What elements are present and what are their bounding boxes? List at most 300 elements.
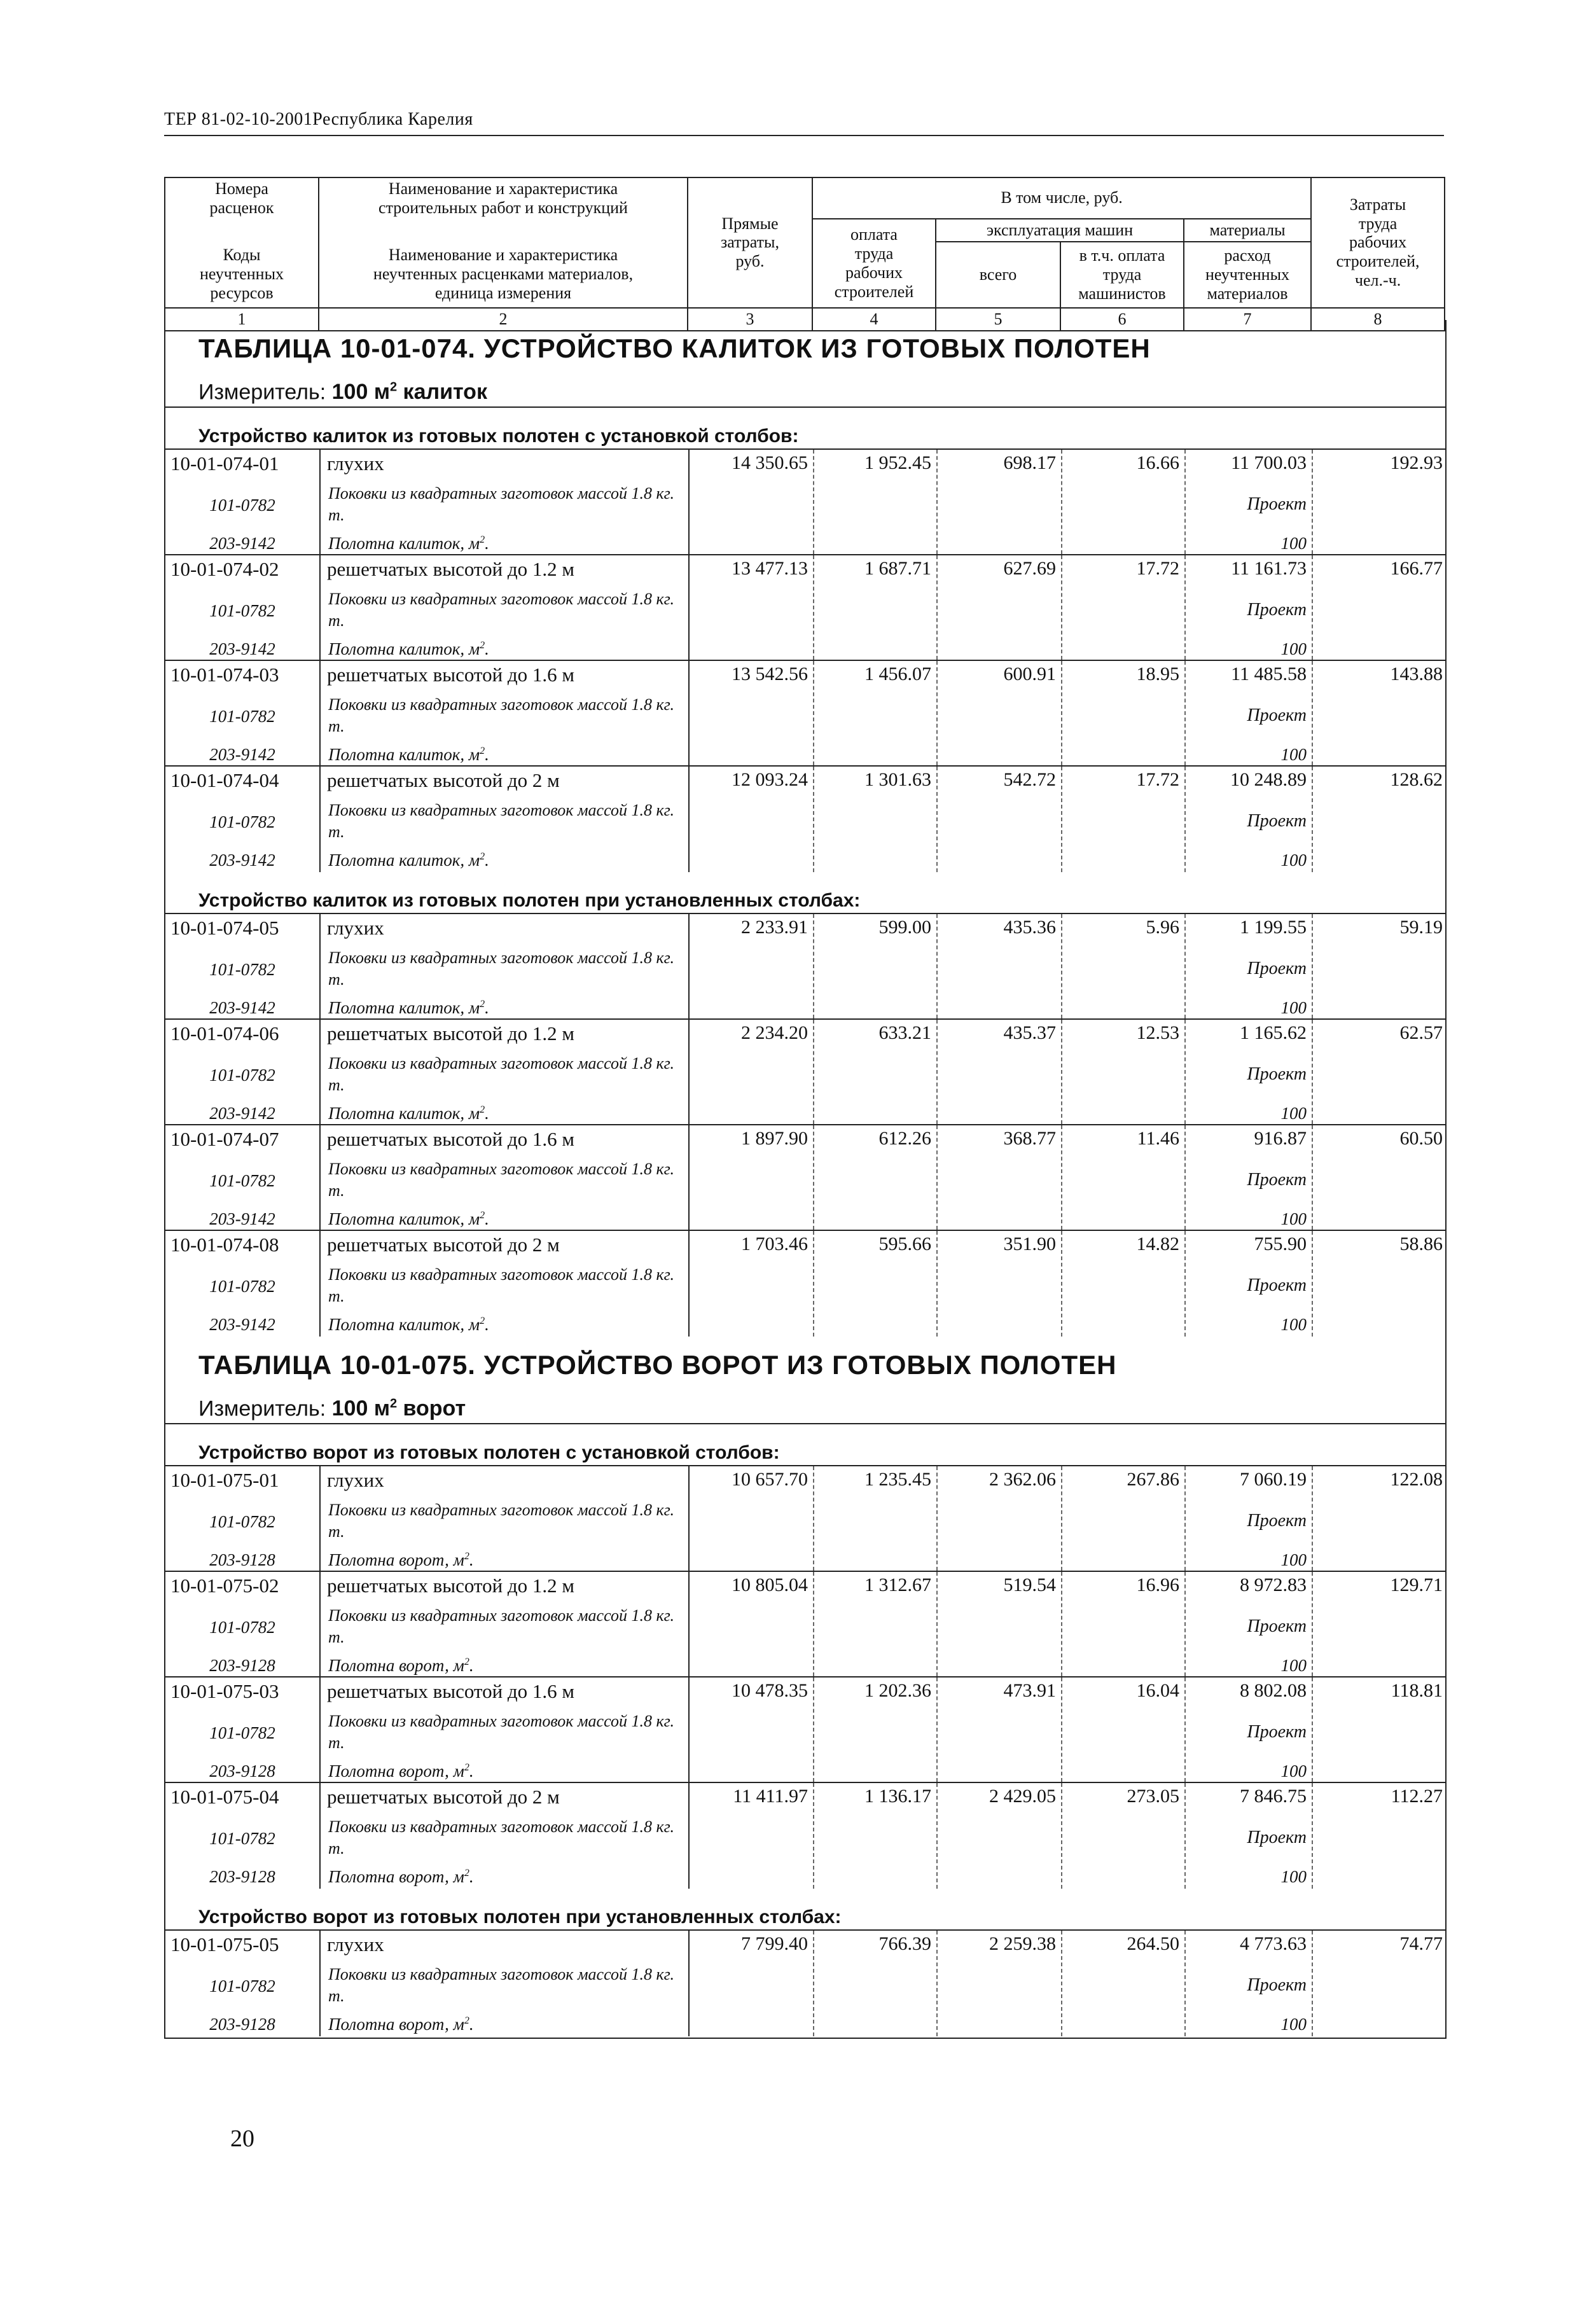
resource-quantity: 100: [1280, 1315, 1307, 1334]
resource-code: 101-0782: [209, 1976, 275, 1996]
rate-name-cell: [321, 1125, 690, 1230]
rate-code-cell: [165, 1466, 321, 1571]
machinist-wages-cell: [1062, 1231, 1186, 1337]
work-name: решетчатых высотой до 1.2 м: [327, 558, 575, 580]
hdr-work-name: Наименование и характеристика строительных работ и конструкций: [319, 177, 688, 219]
machinist-wages: 17.72: [1136, 769, 1179, 790]
resource-quantity: 100: [1280, 534, 1307, 553]
direct-costs: 13 542.56: [732, 663, 808, 684]
rate-name-cell: [321, 1231, 690, 1337]
material-costs: 1 199.55: [1240, 917, 1307, 938]
resource-name: Поковки из квадратных заготовок массой 1.8 кг. т.: [328, 590, 674, 630]
resource-name: Полотна калиток, $м^2$.: [328, 1209, 489, 1228]
machinist-wages: 16.96: [1136, 1574, 1179, 1595]
resource-name: Полотна калиток, $м^2$.: [328, 1104, 489, 1123]
material-costs-cell: [1186, 1466, 1313, 1571]
labor-hours-cell: [1313, 555, 1448, 660]
resource-quantity: 100: [1280, 1761, 1307, 1781]
direct-costs: 14 350.65: [732, 452, 808, 473]
resource-name: Полотна калиток, $м^2$.: [328, 534, 489, 553]
resource-quantity: 100: [1280, 1209, 1307, 1228]
resource-unit-sup: 2: [480, 1316, 485, 1326]
unit-object: калиток: [403, 380, 487, 405]
direct-costs-cell: [690, 1931, 814, 2036]
material-costs-cell: [1186, 1020, 1313, 1124]
rate-code-cell: [165, 767, 321, 872]
machinist-wages-cell: [1062, 1783, 1186, 1889]
resource-code: 101-0782: [209, 1618, 275, 1637]
labor-wages-cell: [814, 555, 938, 660]
col-number: 6: [1060, 308, 1184, 331]
resource-name: Полотна ворот, $м^2$.: [328, 1761, 474, 1781]
resource-code: 101-0782: [209, 1277, 275, 1296]
work-name: решетчатых высотой до 1.2 м: [327, 1022, 575, 1045]
machine-costs-cell: [938, 1125, 1062, 1230]
machinist-wages: 5.96: [1146, 917, 1179, 938]
unit-value-text: 100 м: [331, 380, 390, 405]
material-costs-cell: [1186, 1125, 1313, 1230]
hdr-labor-costs: Затраты труда рабочих строителей, чел.-ч.: [1311, 177, 1445, 308]
resource-name: Поковки из квадратных заготовок массой 1.8 кг. т.: [328, 801, 674, 841]
rate-name-cell: [321, 555, 690, 660]
labor-wages: 1 301.63: [864, 769, 931, 790]
page-number: 20: [230, 2125, 254, 2152]
rate-record: [165, 1125, 1445, 1231]
direct-costs-cell: [690, 1231, 814, 1337]
rate-record: [165, 914, 1445, 1020]
resource-unit-sup: 2: [480, 999, 485, 1010]
rate-code-cell: [165, 555, 321, 660]
resource-quantity: 100: [1280, 745, 1307, 764]
machine-costs-cell: [938, 555, 1062, 660]
hdr-material-name: Наименование и характеристика неучтенных расценками материалов, единица измерения: [319, 242, 688, 308]
resource-unit-sup: 2: [464, 2015, 469, 2026]
direct-costs: 11 411.97: [733, 1786, 808, 1807]
rate-record: [165, 1231, 1445, 1337]
resource-quantity: Проект: [1247, 1828, 1307, 1847]
direct-costs-cell: [690, 1572, 814, 1676]
machine-costs-cell: [938, 1231, 1062, 1337]
resource-code: 203-9128: [209, 1656, 275, 1675]
resource-name: Полотна ворот, $м^2$.: [328, 1550, 474, 1569]
col-number: 3: [688, 308, 812, 331]
resource-name: Поковки из квадратных заготовок массой 1.8 кг. т.: [328, 1501, 674, 1541]
rate-code: 10-01-075-05: [170, 1933, 279, 1955]
rate-code-cell: [165, 914, 321, 1018]
resource-code: 203-9128: [209, 1761, 275, 1781]
rate-group: [165, 914, 1445, 1337]
rate-name-cell: [321, 1783, 690, 1889]
material-costs-cell: [1186, 1931, 1313, 2036]
rate-code-cell: [165, 1020, 321, 1124]
col-number: 1: [165, 308, 319, 331]
labor-hours: 74.77: [1399, 1933, 1443, 1954]
machinist-wages: 267.86: [1127, 1469, 1179, 1490]
resource-code: 101-0782: [209, 1512, 275, 1531]
rate-record: [165, 1020, 1445, 1125]
rate-code-cell: [165, 1572, 321, 1676]
unit-label: Измеритель:: [198, 380, 326, 405]
group-heading: Устройство ворот из готовых полотен с установкой столбов:: [165, 1438, 1445, 1466]
labor-hours: 192.93: [1390, 452, 1443, 473]
rate-name-cell: [321, 1466, 690, 1571]
unit-sup: 2: [389, 380, 398, 394]
resource-name-text: Полотна калиток, м: [328, 745, 480, 764]
machine-costs: 542.72: [1003, 769, 1056, 790]
resource-name: Поковки из квадратных заготовок массой 1.8 кг. т.: [328, 1054, 674, 1094]
material-costs-cell: [1186, 555, 1313, 660]
resource-code: 203-9142: [209, 851, 275, 870]
labor-wages: 1 456.07: [864, 663, 931, 684]
resource-quantity: 100: [1280, 2015, 1307, 2034]
resource-unit-sup: 2: [464, 1762, 469, 1773]
labor-hours: 58.86: [1399, 1233, 1443, 1254]
machine-costs-cell: [938, 914, 1062, 1018]
direct-costs: 12 093.24: [732, 769, 808, 790]
labor-wages-cell: [814, 1677, 938, 1782]
machinist-wages: 12.53: [1136, 1022, 1179, 1043]
direct-costs-cell: [690, 1020, 814, 1124]
direct-costs-cell: [690, 1466, 814, 1571]
hdr-including: В том числе, руб.: [812, 177, 1311, 219]
group-heading: Устройство калиток из готовых полотен при установленных столбах:: [165, 886, 1445, 914]
labor-hours: 118.81: [1391, 1680, 1443, 1701]
resource-code: 101-0782: [209, 1066, 275, 1085]
material-costs-cell: [1186, 1783, 1313, 1889]
machine-costs: 600.91: [1003, 663, 1056, 684]
rate-code: 10-01-074-01: [170, 452, 279, 475]
material-costs: 4 773.63: [1240, 1933, 1307, 1954]
machinist-wages-cell: [1062, 450, 1186, 554]
rate-name-cell: [321, 1572, 690, 1676]
direct-costs-cell: [690, 1783, 814, 1889]
resource-quantity: 100: [1280, 851, 1307, 870]
labor-wages-cell: [814, 1572, 938, 1676]
resource-code: 203-9142: [209, 1104, 275, 1123]
machine-costs: 698.17: [1003, 452, 1056, 473]
resource-quantity: Проект: [1247, 1722, 1307, 1742]
labor-hours-cell: [1313, 661, 1448, 765]
rate-code: 10-01-074-03: [170, 663, 279, 686]
machine-costs: 435.36: [1003, 917, 1056, 938]
work-name: решетчатых высотой до 2 м: [327, 769, 560, 791]
resource-code: 203-9142: [209, 1209, 275, 1228]
resource-quantity: 100: [1280, 639, 1307, 658]
hdr-machine-operation: эксплуатация машин: [936, 219, 1184, 242]
rate-record: [165, 450, 1445, 555]
resource-unit-sup: 2: [464, 1868, 469, 1879]
rate-record: [165, 555, 1445, 661]
group-heading: Устройство ворот из готовых полотен при установленных столбах:: [165, 1903, 1445, 1931]
col-number: 4: [812, 308, 936, 331]
rate-name-cell: [321, 914, 690, 1018]
labor-hours-cell: [1313, 1020, 1448, 1124]
direct-costs: 10 657.70: [732, 1469, 808, 1490]
resource-quantity: Проект: [1247, 1975, 1307, 1995]
resource-quantity: Проект: [1247, 1511, 1307, 1531]
labor-hours-cell: [1313, 914, 1448, 1018]
rate-code: 10-01-074-08: [170, 1233, 279, 1256]
material-costs-cell: [1186, 1231, 1313, 1337]
rate-group: [165, 1931, 1445, 2036]
machinist-wages-cell: [1062, 1466, 1186, 1571]
resource-code: 101-0782: [209, 1171, 275, 1190]
labor-wages: 766.39: [878, 1933, 931, 1954]
machine-costs-cell: [938, 1020, 1062, 1124]
material-costs: 7 060.19: [1240, 1469, 1307, 1490]
machine-costs-cell: [938, 767, 1062, 872]
work-name: решетчатых высотой до 1.6 м: [327, 1128, 575, 1150]
rate-code: 10-01-074-06: [170, 1022, 279, 1045]
labor-hours-cell: [1313, 1231, 1448, 1337]
rate-code-cell: [165, 661, 321, 765]
resource-name: Полотна калиток, $м^2$.: [328, 1315, 489, 1334]
labor-wages-cell: [814, 1783, 938, 1889]
machinist-wages-cell: [1062, 1677, 1186, 1782]
resource-name-text: Полотна калиток, м: [328, 1104, 480, 1123]
machine-costs: 627.69: [1003, 558, 1056, 579]
resource-name: Поковки из квадратных заготовок массой 1.8 кг. т.: [328, 1712, 674, 1752]
labor-wages: 1 687.71: [864, 558, 931, 579]
work-name: глухих: [327, 1469, 384, 1491]
material-costs-cell: [1186, 450, 1313, 554]
resource-quantity: Проект: [1247, 1170, 1307, 1190]
material-costs: 11 700.03: [1231, 452, 1307, 473]
resource-code: 203-9128: [209, 1550, 275, 1569]
resource-code: 203-9142: [209, 639, 275, 658]
labor-wages-cell: [814, 1020, 938, 1124]
resource-code: 101-0782: [209, 812, 275, 831]
work-name: решетчатых высотой до 1.2 м: [327, 1574, 575, 1597]
resource-unit-sup: 2: [464, 1551, 469, 1562]
labor-hours: 143.88: [1390, 663, 1443, 684]
work-name: глухих: [327, 917, 384, 939]
resource-name-text: Полотна ворот, м: [328, 1761, 464, 1781]
resource-quantity: Проект: [1247, 959, 1307, 978]
resource-code: 203-9128: [209, 2015, 275, 2034]
direct-costs-cell: [690, 661, 814, 765]
labor-wages-cell: [814, 1231, 938, 1337]
labor-wages: 1 136.17: [864, 1786, 931, 1807]
labor-hours-cell: [1313, 1783, 1448, 1889]
rate-name-cell: [321, 767, 690, 872]
resource-name: Полотна калиток, $м^2$.: [328, 851, 489, 870]
direct-costs: 2 234.20: [741, 1022, 808, 1043]
rate-group: [165, 450, 1445, 872]
work-name: решетчатых высотой до 2 м: [327, 1786, 560, 1808]
resource-name-text: Полотна калиток, м: [328, 998, 480, 1017]
resource-code: 203-9142: [209, 745, 275, 764]
resource-quantity: 100: [1280, 1550, 1307, 1569]
resource-quantity: Проект: [1247, 1275, 1307, 1295]
rate-code: 10-01-075-04: [170, 1786, 279, 1808]
direct-costs-cell: [690, 450, 814, 554]
unit-value: [332, 380, 487, 404]
labor-hours: 166.77: [1390, 558, 1443, 579]
table-title: ТАБЛИЦА 10-01-074. УСТРОЙСТВО КАЛИТОК ИЗ ГОТОВЫХ ПОЛОТЕН: [198, 333, 1151, 363]
labor-hours-cell: [1313, 767, 1448, 872]
resource-unit-sup: 2: [480, 851, 485, 862]
material-costs: 916.87: [1254, 1128, 1307, 1149]
direct-costs-cell: [690, 767, 814, 872]
direct-costs-cell: [690, 555, 814, 660]
resource-name: Поковки из квадратных заготовок массой 1.8 кг. т.: [328, 695, 674, 735]
rate-record: [165, 1572, 1445, 1677]
material-costs: 11 161.73: [1231, 558, 1307, 579]
rates-body: [164, 320, 1447, 2039]
rate-code-cell: [165, 1783, 321, 1889]
direct-costs: 10 478.35: [732, 1680, 808, 1701]
labor-hours: 128.62: [1390, 769, 1443, 790]
resource-name: Поковки из квадратных заготовок массой 1.8 кг. т.: [328, 1817, 674, 1858]
labor-hours: 122.08: [1390, 1469, 1443, 1490]
machinist-wages: 273.05: [1127, 1786, 1179, 1807]
labor-hours-cell: [1313, 450, 1448, 554]
labor-hours: 60.50: [1399, 1128, 1443, 1149]
resource-name-text: Полотна калиток, м: [328, 639, 480, 658]
machine-costs-cell: [938, 1783, 1062, 1889]
rate-code: 10-01-075-01: [170, 1469, 279, 1491]
labor-hours: 62.57: [1399, 1022, 1443, 1043]
col-number: 7: [1184, 308, 1311, 331]
material-costs-cell: [1186, 1677, 1313, 1782]
resource-quantity: Проект: [1247, 1064, 1307, 1084]
resource-quantity: 100: [1280, 1656, 1307, 1675]
hdr-materials: материалы: [1184, 219, 1311, 242]
direct-costs-cell: [690, 914, 814, 1018]
machinist-wages: 16.66: [1136, 452, 1179, 473]
labor-hours-cell: [1313, 1677, 1448, 1782]
hdr-resource-codes: Коды неучтенных ресурсов: [165, 242, 319, 308]
resource-code: 203-9142: [209, 1315, 275, 1334]
machinist-wages: 16.04: [1136, 1680, 1179, 1701]
column-header-table: [164, 177, 1445, 331]
labor-wages-cell: [814, 914, 938, 1018]
resource-quantity: 100: [1280, 1104, 1307, 1123]
direct-costs: 2 233.91: [741, 917, 808, 938]
resource-quantity: Проект: [1247, 1616, 1307, 1636]
rate-record: [165, 1466, 1445, 1572]
rate-group: [165, 1466, 1445, 1889]
resource-name: Полотна калиток, $м^2$.: [328, 745, 489, 764]
work-name: решетчатых высотой до 2 м: [327, 1233, 560, 1256]
resource-quantity: Проект: [1247, 494, 1307, 514]
machinist-wages-cell: [1062, 767, 1186, 872]
work-name: глухих: [327, 452, 384, 475]
machinist-wages-cell: [1062, 1931, 1186, 2036]
resource-unit-sup: 2: [480, 1104, 485, 1115]
labor-wages: 1 235.45: [864, 1469, 931, 1490]
labor-hours: 112.27: [1391, 1786, 1443, 1807]
resource-name-text: Полотна калиток, м: [328, 534, 480, 553]
rate-record: [165, 661, 1445, 767]
machinist-wages-cell: [1062, 1125, 1186, 1230]
work-name: решетчатых высотой до 1.6 м: [327, 1680, 575, 1702]
machinist-wages-cell: [1062, 1572, 1186, 1676]
resource-name: Поковки из квадратных заготовок массой 1.8 кг. т.: [328, 1965, 674, 2005]
machine-costs-cell: [938, 1466, 1062, 1571]
hdr-material-consumption: расход неучтенных материалов: [1184, 242, 1311, 308]
resource-name: Полотна ворот, $м^2$.: [328, 1656, 474, 1675]
work-name: глухих: [327, 1933, 384, 1955]
rate-record: [165, 767, 1445, 872]
labor-wages: 633.21: [878, 1022, 931, 1043]
direct-costs: 10 805.04: [732, 1574, 808, 1595]
resource-name: Поковки из квадратных заготовок массой 1.8 кг. т.: [328, 1606, 674, 1646]
resource-quantity: Проект: [1247, 705, 1307, 725]
machine-costs: 519.54: [1003, 1574, 1056, 1595]
rate-code: 10-01-075-03: [170, 1680, 279, 1702]
unit-sup: 2: [389, 1397, 398, 1411]
col-number: 8: [1311, 308, 1445, 331]
rate-record: [165, 1931, 1445, 2036]
material-costs: 11 485.58: [1231, 663, 1307, 684]
machinist-wages-cell: [1062, 555, 1186, 660]
direct-costs: 7 799.40: [741, 1933, 808, 1954]
rate-name-cell: [321, 1020, 690, 1124]
labor-hours: 129.71: [1390, 1574, 1443, 1595]
running-header: ТЕР 81-02-10-2001Республика Карелия: [164, 109, 473, 129]
table-title: ТАБЛИЦА 10-01-075. УСТРОЙСТВО ВОРОТ ИЗ ГОТОВЫХ ПОЛОТЕН: [198, 1350, 1117, 1380]
material-costs-cell: [1186, 661, 1313, 765]
resource-quantity: Проект: [1247, 600, 1307, 620]
labor-hours: 59.19: [1399, 917, 1443, 938]
labor-wages: 599.00: [878, 917, 931, 938]
labor-wages: 1 952.45: [864, 452, 931, 473]
resource-code: 101-0782: [209, 496, 275, 515]
labor-wages: 595.66: [878, 1233, 931, 1254]
group-heading: Устройство калиток из готовых полотен с установкой столбов:: [165, 422, 1445, 450]
resource-name-text: Полотна ворот, м: [328, 1867, 464, 1886]
direct-costs-cell: [690, 1125, 814, 1230]
machine-costs-cell: [938, 450, 1062, 554]
resource-name-text: Полотна ворот, м: [328, 1550, 464, 1569]
machinist-wages: 17.72: [1136, 558, 1179, 579]
rate-code: 10-01-074-04: [170, 769, 279, 791]
rate-record: [165, 1783, 1445, 1889]
machine-costs-cell: [938, 661, 1062, 765]
unit-value: [332, 1396, 466, 1420]
resource-code: 203-9128: [209, 1867, 275, 1886]
labor-wages: 612.26: [878, 1128, 931, 1149]
material-costs: 8 972.83: [1240, 1574, 1307, 1595]
hdr-machinist-wages: в т.ч. оплата труда машинистов: [1060, 242, 1184, 308]
resource-unit-sup: 2: [480, 534, 485, 545]
material-costs: 8 802.08: [1240, 1680, 1307, 1701]
machine-costs-cell: [938, 1931, 1062, 2036]
rate-record: [165, 1677, 1445, 1783]
col-number: 2: [319, 308, 688, 331]
rate-code-cell: [165, 450, 321, 554]
labor-wages-cell: [814, 1466, 938, 1571]
resource-code: 101-0782: [209, 1829, 275, 1848]
col-number: 5: [936, 308, 1060, 331]
resource-name: Поковки из квадратных заготовок массой 1.8 кг. т.: [328, 1265, 674, 1305]
labor-wages-cell: [814, 1125, 938, 1230]
resource-unit-sup: 2: [480, 640, 485, 651]
resource-name: Полотна калиток, $м^2$.: [328, 639, 489, 658]
resource-name: Полотна ворот, $м^2$.: [328, 2015, 474, 2034]
machinist-wages: 18.95: [1136, 663, 1179, 684]
labor-hours-cell: [1313, 1125, 1448, 1230]
rate-code: 10-01-074-02: [170, 558, 279, 580]
material-costs: 755.90: [1254, 1233, 1307, 1254]
unit-label: Измеритель:: [198, 1396, 326, 1421]
machine-costs: 435.37: [1003, 1022, 1056, 1043]
machine-costs-cell: [938, 1572, 1062, 1676]
direct-costs: 1 897.90: [741, 1128, 808, 1149]
labor-wages-cell: [814, 661, 938, 765]
